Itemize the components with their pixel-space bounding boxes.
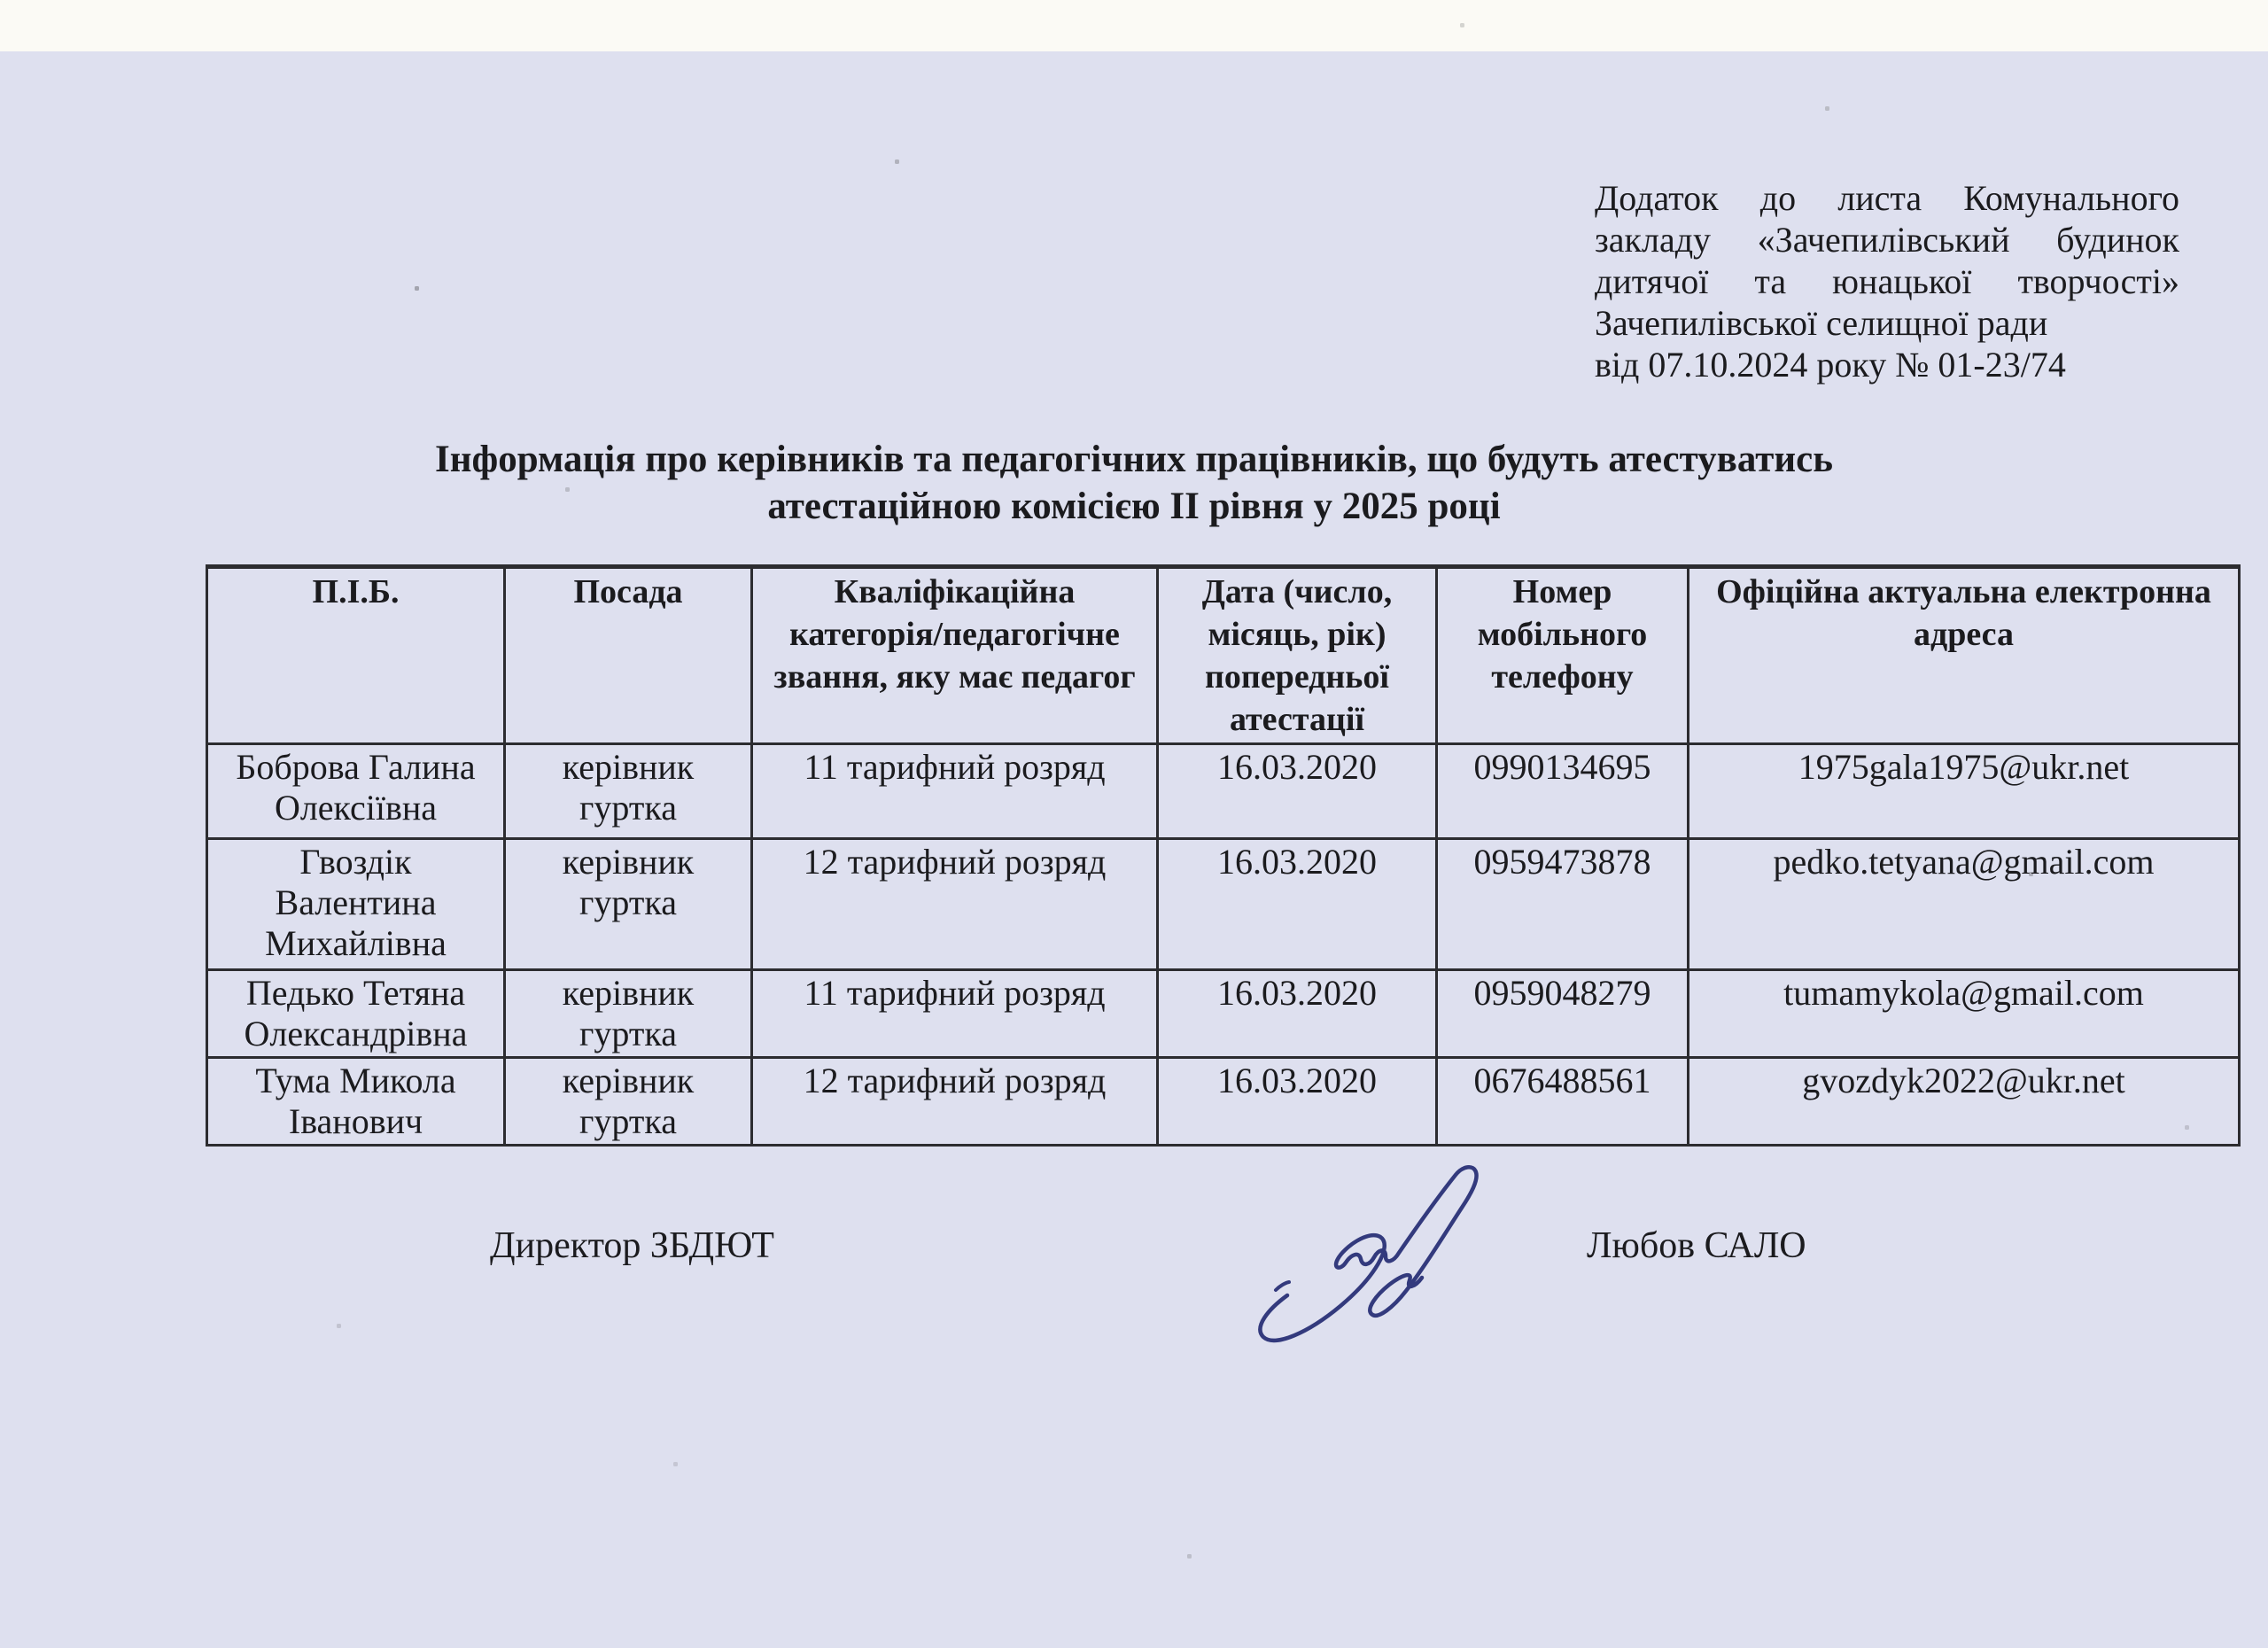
document-title	[0, 436, 2268, 530]
cell-date: 16.03.2020	[1158, 839, 1437, 970]
scan-speckles	[0, 0, 1, 1]
cell-qualification: 12 тарифний розряд	[752, 1058, 1158, 1146]
table-header-row	[207, 567, 2240, 744]
cell-phone: 0990134695	[1437, 744, 1689, 839]
cell-date: 16.03.2020	[1158, 744, 1437, 839]
cell-email: tumamykola@gmail.com	[1689, 970, 2240, 1058]
col-header-position: Посада	[505, 567, 752, 744]
cell-qualification: 11 тарифний розряд	[752, 744, 1158, 839]
cell-phone: 0959473878	[1437, 839, 1689, 970]
cell-name: Боброва Галина Олексіївна	[207, 744, 505, 839]
cell-phone: 0676488561	[1437, 1058, 1689, 1146]
col-header-prev-attestation-date: Дата (число, місяць, рік) попередньої атестації	[1158, 567, 1437, 744]
letterhead-line: від 07.10.2024 року № 01-23/74	[1595, 345, 2066, 385]
table-row	[207, 1058, 2240, 1146]
staff-attestation-table	[206, 564, 2241, 1147]
letterhead-line: Додаток до листа Комунального	[1595, 178, 2179, 218]
cell-email: pedko.tetyana@gmail.com	[1689, 839, 2240, 970]
handwritten-signature	[1209, 1143, 1511, 1382]
cell-name: Гвоздік Валентина Михайлівна	[207, 839, 505, 970]
table-row	[207, 970, 2240, 1058]
letterhead-reference-block	[1595, 177, 2179, 385]
cell-qualification: 12 тарифний розряд	[752, 839, 1158, 970]
cell-date: 16.03.2020	[1158, 1058, 1437, 1146]
cell-name: Педько Тетяна Олександрівна	[207, 970, 505, 1058]
signoff-position-label: Директор ЗБДЮТ	[490, 1225, 774, 1266]
table-row	[207, 744, 2240, 839]
signoff-signer-name: Любов САЛО	[1587, 1225, 1806, 1266]
letterhead-line: дитячої та юнацької творчості»	[1595, 261, 2179, 301]
cell-qualification: 11 тарифний розряд	[752, 970, 1158, 1058]
table-row	[207, 839, 2240, 970]
cell-position: керівник гуртка	[505, 970, 752, 1058]
letterhead-line: Зачепилівської селищної ради	[1595, 303, 2048, 343]
document-title-line2: атестаційною комісією ІІ рівня у 2025 році	[767, 486, 1501, 527]
cell-email: 1975gala1975@ukr.net	[1689, 744, 2240, 839]
col-header-mobile-phone: Номер мобільного телефону	[1437, 567, 1689, 744]
document-title-line1: Інформація про керівників та педагогічних працівників, що будуть атестуватись	[434, 439, 1834, 480]
cell-email: gvozdyk2022@ukr.net	[1689, 1058, 2240, 1146]
col-header-qualification: Кваліфікаційна категорія/педагогічне звання, яку має педагог	[752, 567, 1158, 744]
col-header-name: П.І.Б.	[207, 567, 505, 744]
scanner-edge-strip	[0, 0, 2268, 51]
col-header-email: Офіційна актуальна електронна адреса	[1689, 567, 2240, 744]
letterhead-line: закладу «Зачепилівський будинок	[1595, 220, 2179, 260]
cell-name: Тума Микола Іванович	[207, 1058, 505, 1146]
cell-date: 16.03.2020	[1158, 970, 1437, 1058]
cell-position: керівник гуртка	[505, 839, 752, 970]
cell-position: керівник гуртка	[505, 1058, 752, 1146]
cell-phone: 0959048279	[1437, 970, 1689, 1058]
cell-position: керівник гуртка	[505, 744, 752, 839]
